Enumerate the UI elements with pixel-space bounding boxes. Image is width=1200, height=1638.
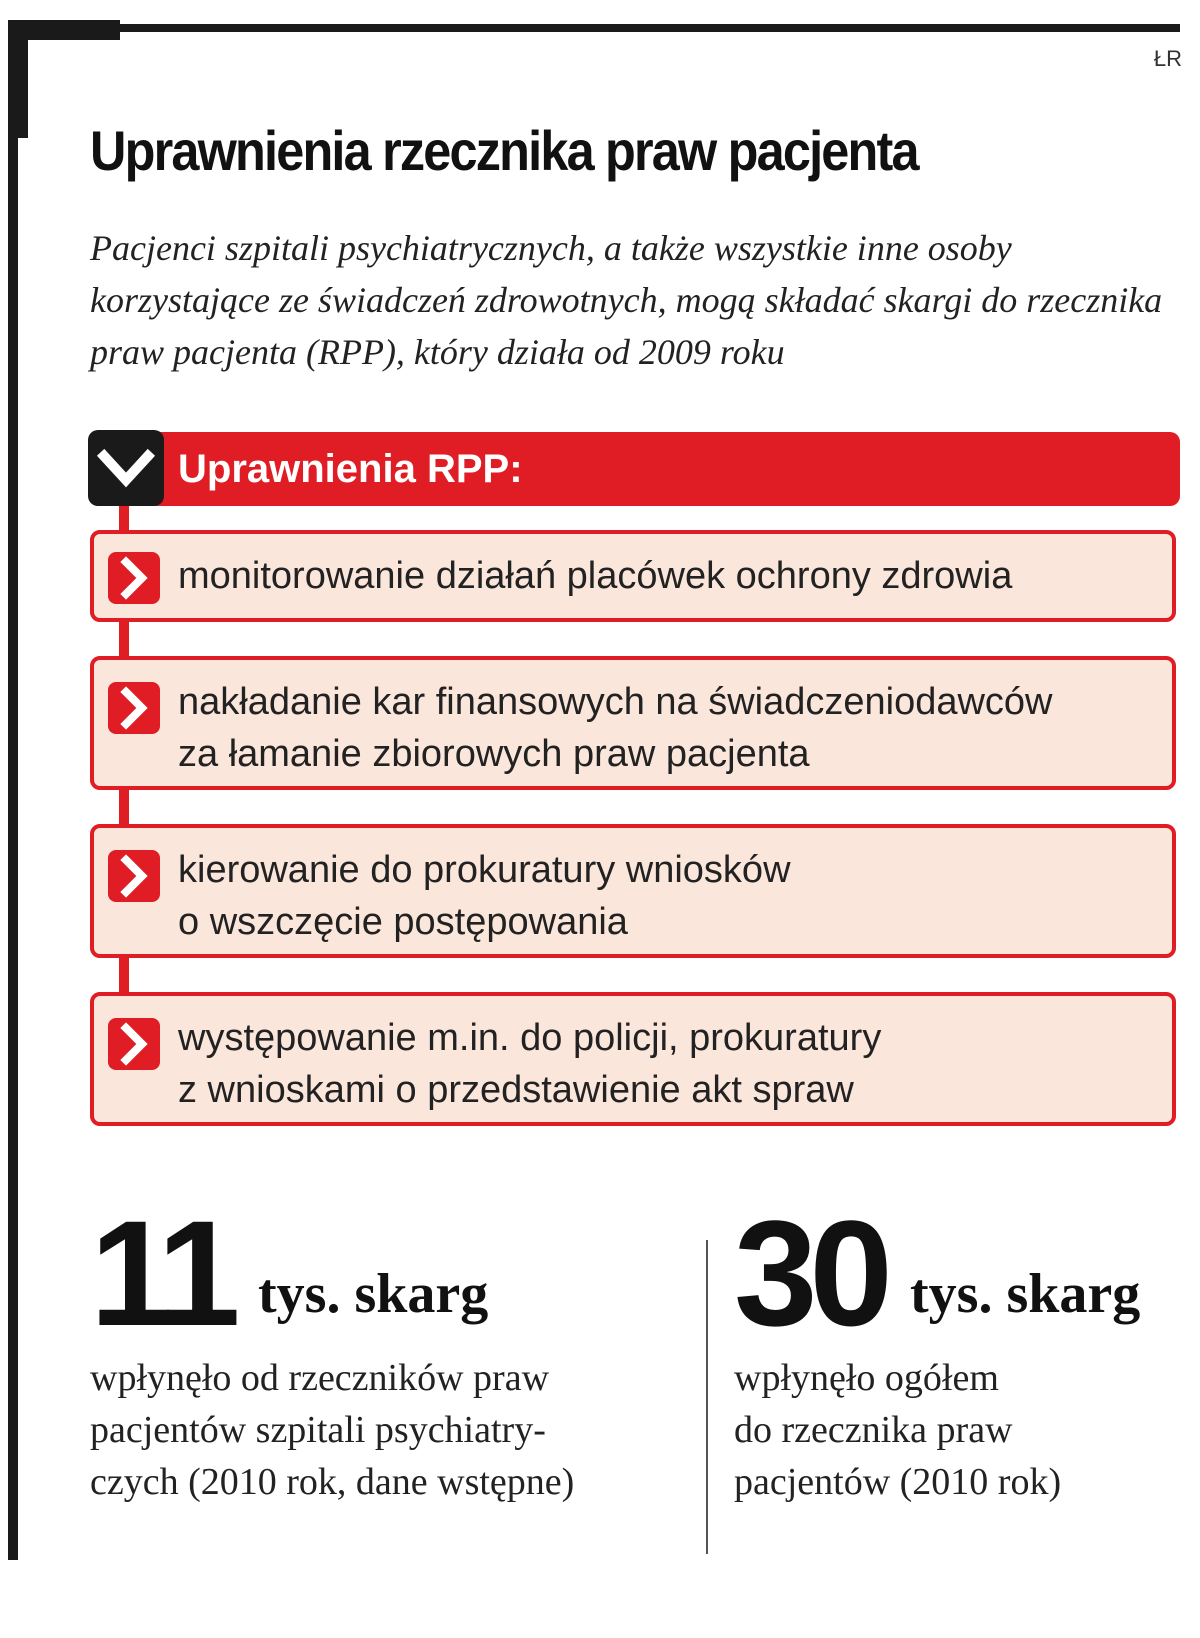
rights-item bbox=[90, 824, 1176, 958]
rights-item-text: występowanie m.in. do policji, prokuratury z wnioskami o przedstawienie akt spraw bbox=[178, 1017, 882, 1111]
rights-item-text: nakładanie kar finansowych na świadczeniodawców za łamanie zbiorowych praw pacjenta bbox=[178, 681, 1053, 775]
rights-header-label: Uprawnienia RPP: bbox=[178, 447, 523, 491]
stats-divider bbox=[706, 1240, 708, 1554]
rights-item bbox=[90, 530, 1176, 622]
connector-line bbox=[119, 622, 129, 656]
author-credit: ŁR bbox=[1153, 46, 1182, 71]
lead-paragraph: Pacjenci szpitali psychiatrycznych, a także wszystkie inne osoby korzystające ze świadczeń zdrowotnych, mogą składać skargi do rzecznika praw pacjenta (RPP), który działa od 2009 roku bbox=[90, 228, 1163, 372]
chevron-right-icon bbox=[108, 552, 160, 604]
frame-left-line bbox=[8, 20, 18, 1560]
connector-line bbox=[119, 790, 129, 824]
connector-line bbox=[119, 958, 129, 992]
frame-top-line bbox=[8, 24, 1180, 32]
rights-item bbox=[90, 992, 1176, 1126]
chevron-down-icon bbox=[88, 430, 164, 506]
chevron-right-icon bbox=[108, 1018, 160, 1070]
page-title: Uprawnienia rzecznika praw pacjenta bbox=[90, 119, 918, 182]
stat-number-psychiatric: 11 bbox=[90, 1189, 233, 1357]
chevron-right-icon bbox=[108, 682, 160, 734]
chevron-right-icon bbox=[108, 850, 160, 902]
stat-number-total: 30 bbox=[734, 1189, 885, 1357]
stat-unit-total: tys. skarg bbox=[910, 1263, 1141, 1325]
connector-line bbox=[119, 506, 129, 530]
rights-item bbox=[90, 656, 1176, 790]
rights-item-text: monitorowanie działań placówek ochrony zdrowia bbox=[178, 555, 1013, 597]
stat-description-psychiatric: wpłynęło od rzeczników praw pacjentów szpitali psychiatry- czych (2010 rok, dane wstępne) bbox=[90, 1357, 575, 1503]
frame-corner-left bbox=[8, 20, 28, 138]
rights-item-text: kierowanie do prokuratury wniosków o wszczęcie postępowania bbox=[178, 849, 791, 943]
stat-unit-psychiatric: tys. skarg bbox=[258, 1263, 489, 1325]
stat-description-total: wpłynęło ogółem do rzecznika praw pacjentów (2010 rok) bbox=[734, 1357, 1062, 1503]
